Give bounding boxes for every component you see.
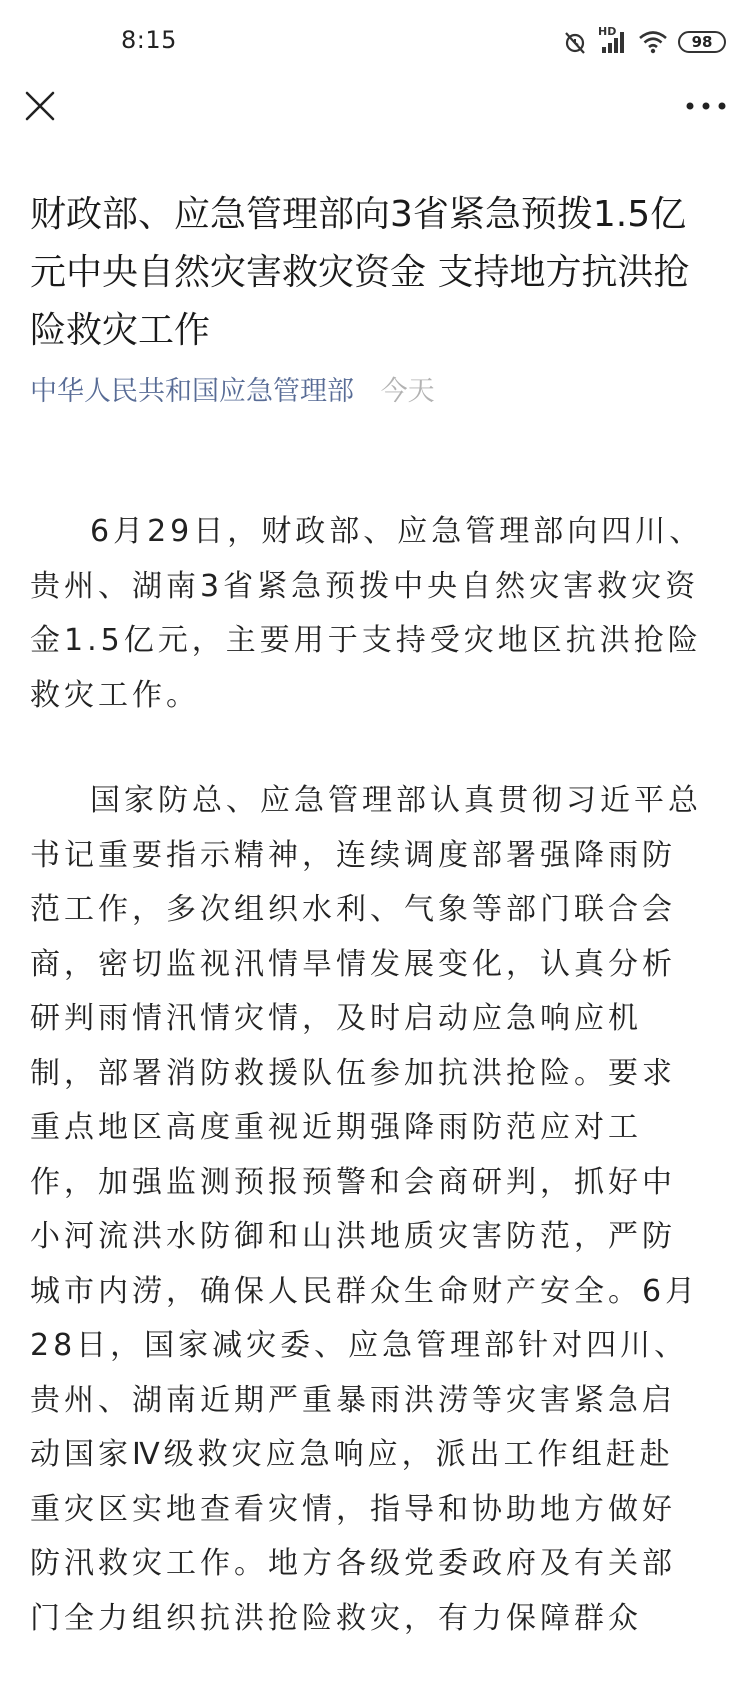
article-source-link[interactable]: 中华人民共和国应急管理部: [30, 376, 354, 407]
more-icon[interactable]: [684, 88, 728, 124]
status-bar: [0, 0, 750, 84]
article-date: 今天: [380, 376, 435, 407]
article-paragraph: 6月29日，财政部、应急管理部向四川、贵州、湖南3省紧急预拨中央自然灾害救灾资金1.5亿元，主要用于支持受灾地区抗洪抢险救灾工作。: [30, 514, 704, 713]
signal-icon: [598, 25, 628, 55]
article-paragraph: 国家防总、应急管理部认真贯彻习近平总书记重要指示精神，连续调度部署强降雨防范工作，多次组织水利、气象等部门联合会商，密切监视汛情旱情发展变化，认真分析研判雨情汛情灾情，及时启动应急响应机制，部署消防救援队伍参加抗洪抢险。要求重点地区高度重视近期强降雨防范应对工作，加强监测预报预警和会商研判，抓好中小河流洪水防御和山洪地质灾害防范，严防城市内涝，确保人民群众生命财产安全。6月28日，国家减灾委、应急管理部针对四川、贵州、湖南近期严重暴雨洪涝等灾害紧急启动国家Ⅳ级救灾应急响应，派出工作组赶赴重灾区实地查看灾情，指导和协助地方做好防汛救灾工作。地方各级党委政府及有关部门全力组织抗洪抢险救灾，有力保障群众: [30, 783, 702, 1636]
wifi-icon: [638, 30, 668, 54]
article-meta: [30, 376, 435, 408]
status-time: 8:15: [121, 26, 177, 54]
battery-icon: 98: [678, 31, 726, 53]
network-type-label: HD: [598, 25, 617, 38]
alarm-off-icon: [562, 29, 588, 55]
close-icon[interactable]: [22, 88, 58, 124]
article-body: [30, 505, 705, 1697]
nav-bar: [0, 84, 750, 132]
article-title: 财政部、应急管理部向3省紧急预拨1.5亿元中央自然灾害救灾资金 支持地方抗洪抢险救灾工作: [30, 194, 690, 351]
status-icons: [562, 26, 726, 58]
